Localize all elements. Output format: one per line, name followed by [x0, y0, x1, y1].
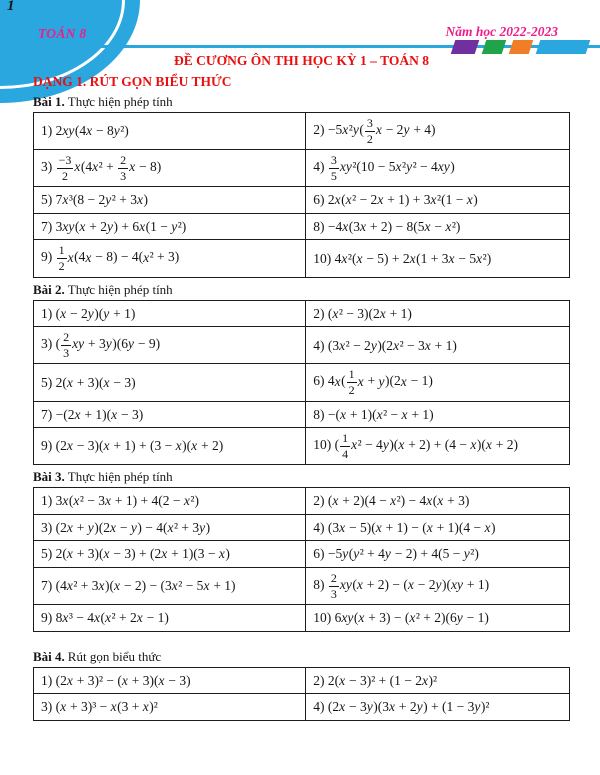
table-row: [34, 667, 570, 694]
table-row: [34, 488, 570, 515]
math-item: 5) 7x³(8 − 2y² + 3x): [34, 187, 306, 214]
header-subject: TOÁN 8: [38, 26, 87, 41]
exercise-heading: [33, 282, 570, 298]
deco-square-green: [482, 40, 507, 54]
table-row: [34, 150, 570, 187]
math-item: 1) 2xy(4x − 8y²): [34, 113, 306, 150]
table-row: [34, 240, 570, 277]
math-item: 3) (2x + y)(2x − y) − 4(x² + 3y): [34, 514, 306, 541]
table-row: [34, 327, 570, 364]
math-item: 5) 2(x + 3)(x − 3): [34, 364, 306, 401]
table-row: [34, 213, 570, 240]
fraction: $\frac{1}{2}$: [58, 243, 65, 274]
exercise-table: [33, 112, 570, 278]
table-row: [34, 113, 570, 150]
fraction: $\frac{2}{3}$: [330, 570, 337, 601]
exercise-instruction: Thực hiện phép tính: [67, 94, 173, 109]
math-item: 3) ( $\frac{2}{3}$ xy + 3y)(6y − 9): [34, 327, 306, 364]
table-row: [34, 187, 570, 214]
exercise-heading: [33, 649, 570, 665]
exercise-2: [33, 282, 570, 466]
math-item: 4) (3x − 5)(x + 1) − (x + 1)(4 − x): [306, 514, 570, 541]
math-item: 8) −4x(3x + 2) − 8(5x − x²): [306, 213, 570, 240]
fraction: $\frac{1}{2}$: [348, 367, 355, 397]
exercise-label: Bài 2.: [33, 281, 65, 297]
table-row: [34, 605, 570, 632]
math-item: 8) $\frac{2}{3}$ xy(x + 2) − (x − 2y)(xy + 1): [306, 567, 570, 604]
header-school-year: Năm học 2022-2023: [445, 24, 558, 39]
exercise-instruction: Thực hiện phép tính: [67, 469, 173, 485]
math-item: 9) $\frac{1}{2}$ x(4x − 8) − 4(x² + 3): [34, 240, 306, 277]
math-item: 1) 3x(x² − 3x + 1) + 4(2 − x²): [34, 488, 306, 515]
exercise-3: [33, 469, 570, 631]
fraction: $\frac{3}{5}$: [330, 153, 337, 183]
document-body: [33, 53, 570, 721]
math-item: 2) (x + 2)(4 − x²) − 4x(x + 3): [306, 488, 570, 515]
math-item: 1) (2x + 3)² − (x + 3)(x − 3): [34, 667, 306, 694]
header-color-squares: [453, 40, 588, 54]
fraction: $\frac{2}{3}$: [120, 153, 127, 183]
math-item: 10) 4x²(x − 5) + 2x(1 + 3x − 5x²): [306, 240, 570, 277]
fraction: $\frac{3}{2}$: [366, 116, 373, 146]
exercise-table: [33, 487, 570, 631]
math-item: 2) (x² − 3)(2x + 1): [306, 300, 570, 327]
exercise-label: Bài 1.: [33, 94, 65, 109]
table-row: [34, 401, 570, 428]
exercise-1: [33, 94, 570, 278]
deco-square-cyan: [536, 40, 591, 54]
math-item: 7) 3xy(x + 2y) + 6x(1 − y²): [34, 213, 306, 240]
fraction: $\frac{-3}{2}$: [58, 153, 72, 183]
exercise-label: Bài 4.: [33, 648, 65, 664]
exercise-table: [33, 667, 570, 721]
deco-square-purple: [451, 40, 480, 54]
deco-square-orange: [509, 40, 534, 54]
exercise-label: Bài 3.: [33, 469, 65, 485]
table-row: [34, 300, 570, 327]
exercise-instruction: Thực hiện phép tính: [67, 281, 173, 297]
math-item: 4) (2x − 3y)(3x + 2y) + (1 − 3y)²: [306, 694, 570, 721]
exercise-list: [33, 94, 570, 721]
math-item: 2) −5x²y( $\frac{3}{2}$ x − 2y + 4): [306, 113, 570, 150]
math-item: 3) $\frac{-3}{2}$ x(4x² + $\frac{2}{3}$ x − 8): [34, 150, 306, 187]
exercise-instruction: Rút gọn biểu thức: [67, 648, 162, 664]
math-item: 9) 8x³ − 4x(x² + 2x − 1): [34, 605, 306, 632]
exercise-heading: [33, 469, 570, 485]
math-item: 9) (2x − 3)(x + 1) + (3 − x)(x + 2): [34, 428, 306, 465]
page-number: 1: [7, 0, 15, 14]
table-row: [34, 541, 570, 568]
math-item: 6) 4x( $\frac{1}{2}$ x + y)(2x − 1): [306, 364, 570, 401]
math-item: 4) (3x² − 2y)(2x² − 3x + 1): [306, 327, 570, 364]
section-heading: DẠNG 1. RÚT GỌN BIỂU THỨC: [33, 74, 232, 89]
math-item: 7) (4x² + 3x)(x − 2) − (3x² − 5x + 1): [34, 567, 306, 604]
math-item: 6) −5y(y² + 4y − 2) + 4(5 − y²): [306, 541, 570, 568]
exercise-table: [33, 300, 570, 466]
math-item: 2) 2(x − 3)² + (1 − 2x)²: [306, 667, 570, 694]
document-title: ĐỀ CƯƠNG ÔN THI HỌC KỲ 1 – TOÁN 8: [174, 53, 429, 68]
exercise-heading: [33, 94, 570, 110]
table-row: [34, 567, 570, 604]
table-row: [34, 694, 570, 721]
table-row: [34, 514, 570, 541]
math-item: 4) $\frac{3}{5}$ xy²(10 − 5x²y² − 4xy): [306, 150, 570, 187]
math-item: 6) 2x(x² − 2x + 1) + 3x²(1 − x): [306, 187, 570, 214]
math-item: 10) 6xy(x + 3) − (x² + 2)(6y − 1): [306, 605, 570, 632]
math-item: 8) −(x + 1)(x² − x + 1): [306, 401, 570, 428]
table-row: [34, 428, 570, 465]
exercise-4: [33, 649, 570, 721]
math-item: 7) −(2x + 1)(x − 3): [34, 401, 306, 428]
math-item: 3) (x + 3)³ − x(3 + x)²: [34, 694, 306, 721]
fraction: $\frac{2}{3}$: [63, 330, 70, 360]
fraction: $\frac{1}{4}$: [342, 431, 349, 461]
table-row: [34, 364, 570, 401]
math-item: 1) (x − 2y)(y + 1): [34, 300, 306, 327]
math-item: 10) ( $\frac{1}{4}$ x² − 4y)(x + 2) + (4 − x)(x + 2): [306, 428, 570, 465]
math-item: 5) 2(x + 3)(x − 3) + (2x + 1)(3 − x): [34, 541, 306, 568]
